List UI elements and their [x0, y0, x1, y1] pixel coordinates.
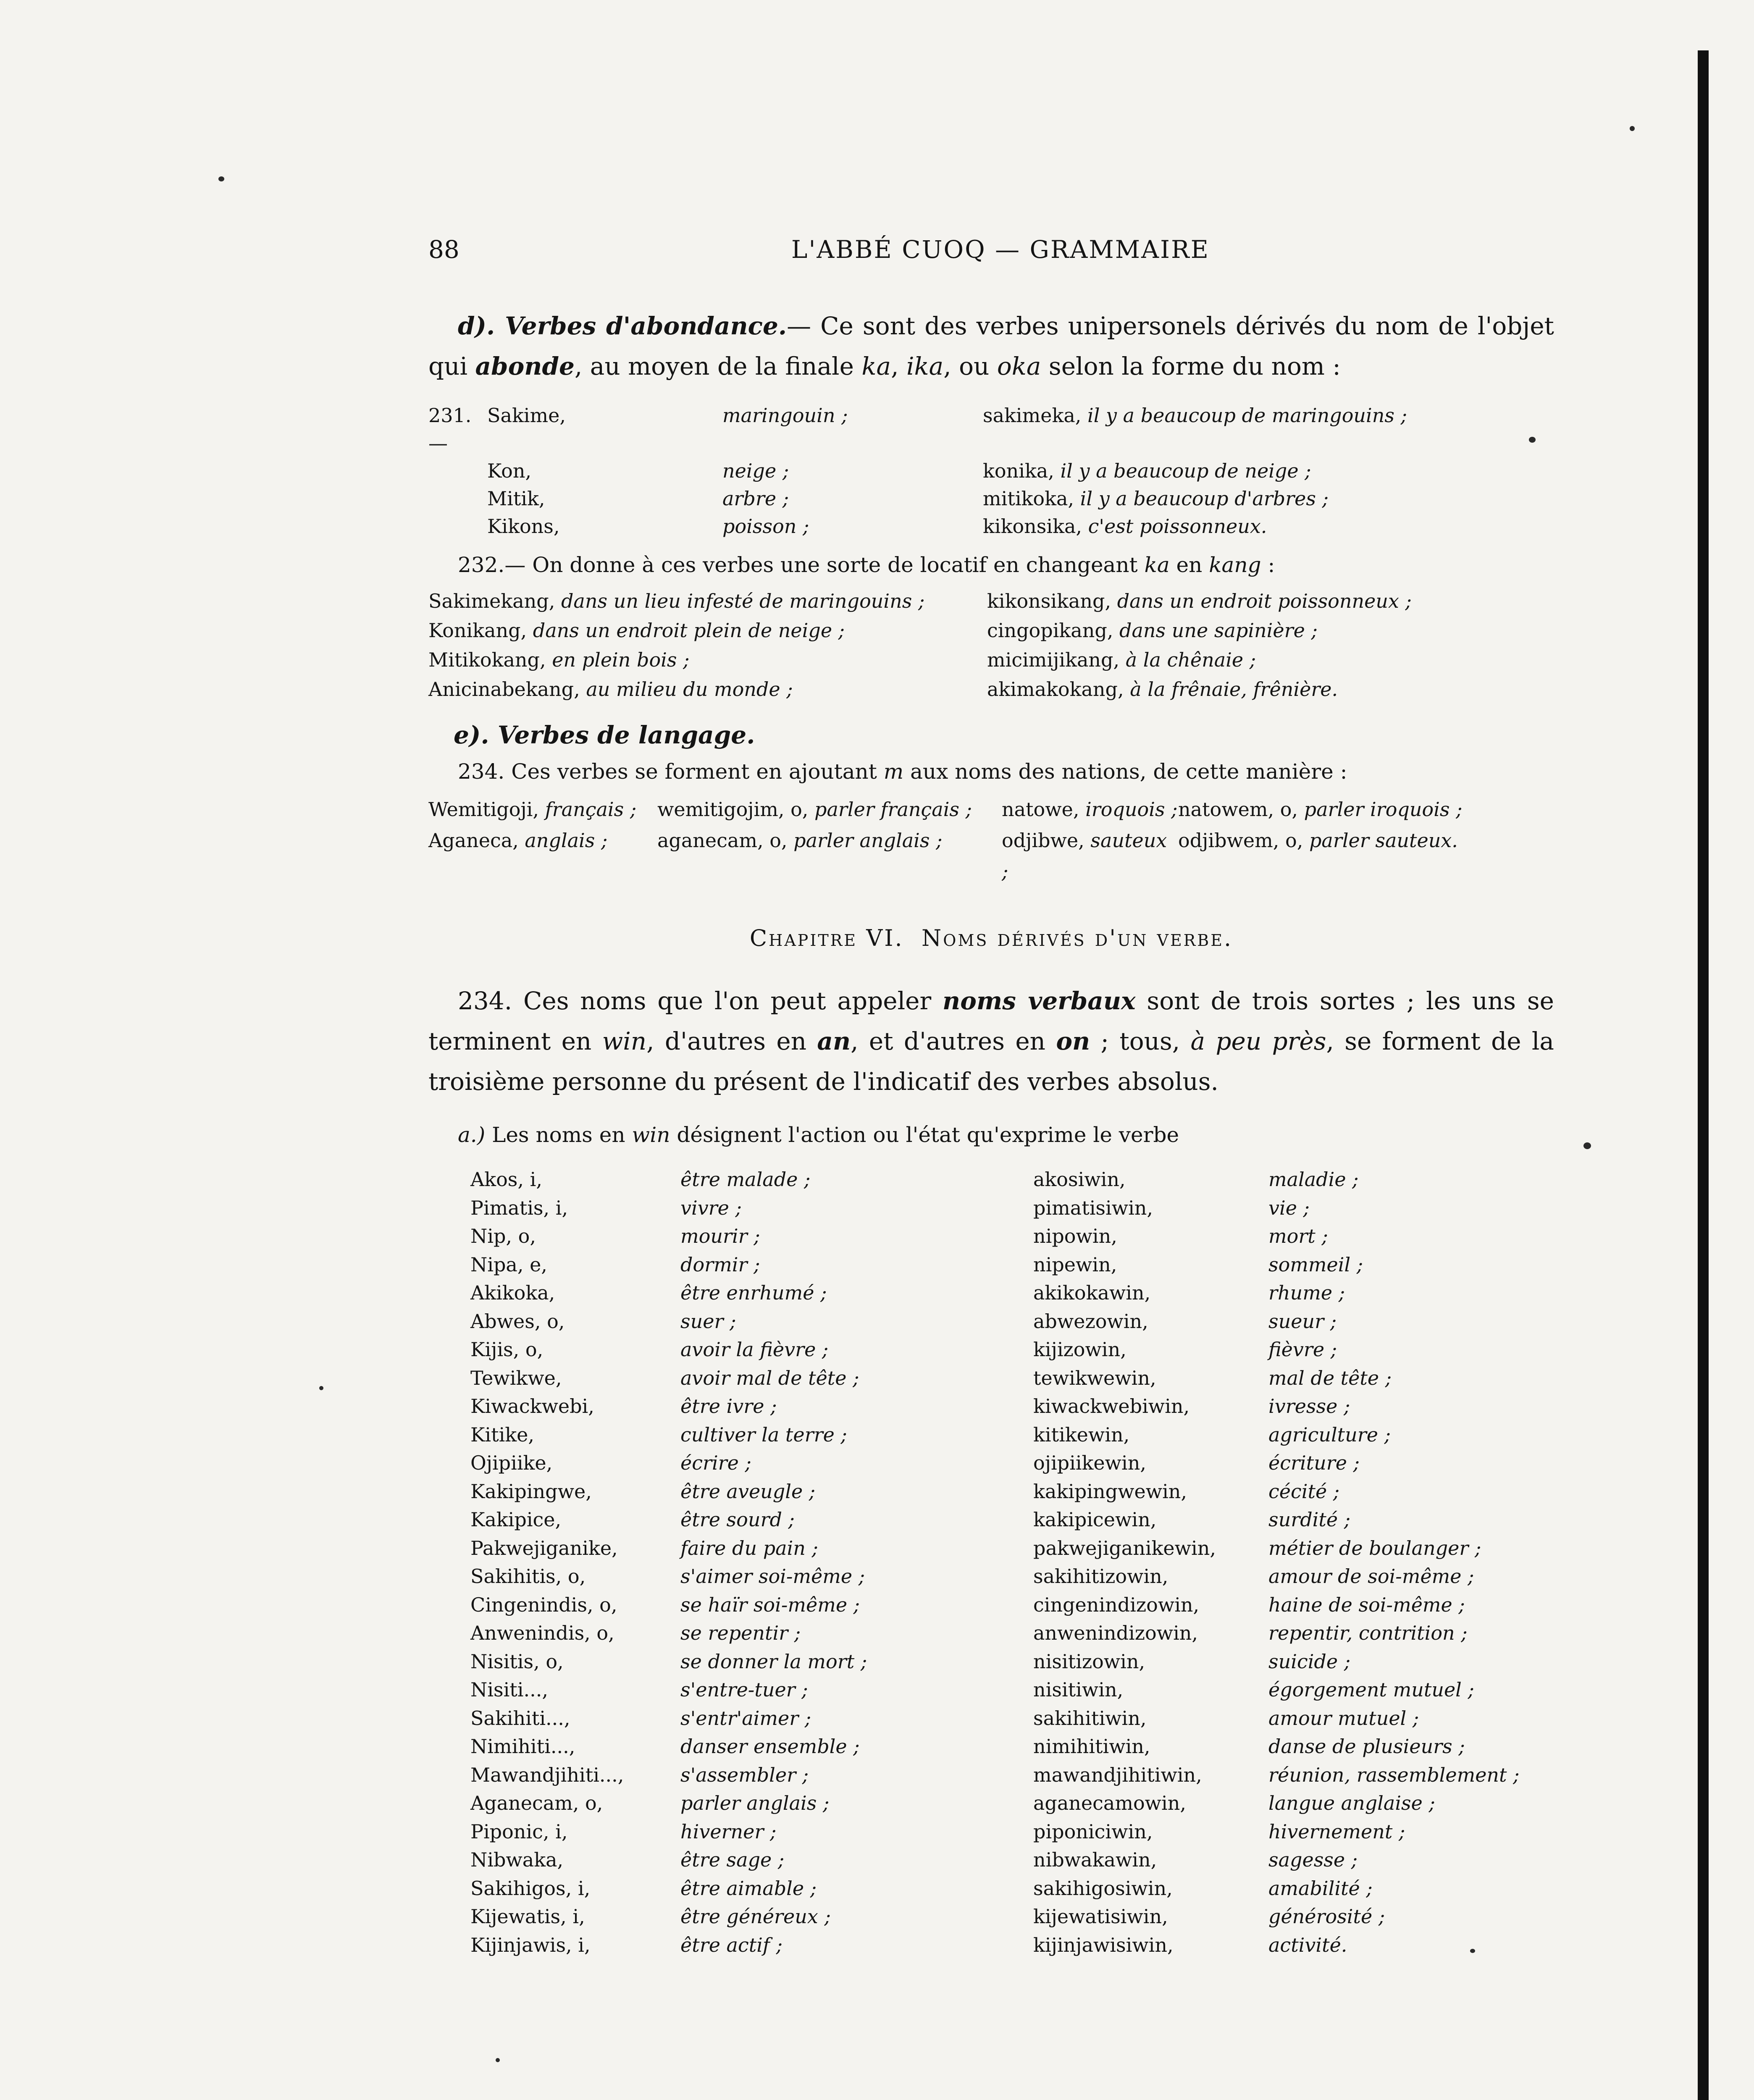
paragraph-234-noms-verbaux: 234. Ces noms que l'on peut appeler noms verbaux sont de trois sortes ; les uns se terminent en win, d'autres en an, et d'autres en on ; tous, à peu près, se forment de la troisième personne du présent de l'indicatif des verbes absolus. [428, 987, 1554, 1096]
table-cell-noun-gloss: amour de soi-même ; [1268, 1565, 1474, 1588]
table-cell-gloss: être enrhumé ; [680, 1281, 827, 1304]
scan-speck [1630, 126, 1635, 131]
table-row-spacer [428, 1222, 470, 1251]
table-row-spacer [428, 1392, 470, 1421]
table-cell-noun: kakipicewin, [1033, 1508, 1157, 1531]
table-cell-noun: sakihigosiwin, [1033, 1877, 1173, 1900]
table-cell-verb: Tewikwe, [470, 1366, 562, 1389]
table-cell-noun: mawandjihitiwin, [1033, 1763, 1202, 1786]
table-cell-gloss: s'aimer soi-même ; [680, 1565, 865, 1588]
table-cell-noun: kitikewin, [1033, 1423, 1130, 1446]
paragraph-232: 232.— On donne à ces verbes une sorte de locatif en changeant ka en kang : [458, 553, 1275, 577]
table-row-spacer [428, 1166, 470, 1194]
table-cell-noun: pakwejiganikewin, [1033, 1536, 1216, 1559]
table-cell-noun-gloss: fièvre ; [1268, 1338, 1337, 1361]
scan-border [1698, 50, 1709, 2100]
table-cell-gloss: s'assembler ; [680, 1763, 809, 1786]
table-cell-noun-gloss: amabilité ; [1268, 1877, 1373, 1900]
table-cell-verb: Kijis, o, [470, 1338, 544, 1361]
table-cell-verb: Kakipingwe, [470, 1480, 592, 1503]
table-cell-gloss: être aveugle ; [680, 1480, 816, 1503]
table-cell-verb: Pakwejiganike, [470, 1536, 618, 1559]
table-cell-verb: Ojipiike, [470, 1452, 553, 1474]
table-cell-verb: Kiwackwebi, [470, 1395, 594, 1418]
table-row-spacer [428, 1676, 470, 1704]
table-cell-verb: Pimatis, i, [470, 1196, 568, 1219]
table-cell-noun-gloss: écriture ; [1268, 1452, 1360, 1474]
table-cell-verb: Sakihigos, i, [470, 1877, 591, 1900]
table-cell-noun-gloss: métier de boulanger ; [1268, 1536, 1481, 1559]
win-nouns-table [428, 1166, 1554, 1959]
table-cell-verb: Nip, o, [470, 1225, 536, 1247]
table-cell-verb: Nimihiti..., [470, 1735, 575, 1758]
section-a-line: a.) Les noms en win désignent l'action ou l'état qu'exprime le verbe [458, 1123, 1179, 1147]
page-number: 88 [428, 235, 460, 264]
table-cell-noun: abwezowin, [1033, 1310, 1148, 1333]
table-row-spacer [428, 1307, 470, 1336]
table-cell-noun: kijewatisiwin, [1033, 1905, 1168, 1928]
section-d-paragraph: d). Verbes d'abondance.— Ce sont des verbes unipersonels dérivés du nom de l'objet qui abonde, au moyen de la finale ka, ika, ou oka selon la forme du nom : [428, 312, 1554, 381]
example-232-locatives: Sakimekang, dans un lieu infesté de maringouins ; kikonsikang, dans un endroit poissonneux ; Konikang, dans un endroit plein de neige ; cingopikang, dans une sapinière ; Mitikokang, en plein bois ; micimijikang, à la chênaie ; Anicinabekang, au milieu du monde ; akimakokang, à la frênaie, frênière. [428, 590, 1412, 701]
table-row-spacer [428, 1506, 470, 1534]
table-cell-noun-gloss: langue anglaise ; [1268, 1792, 1435, 1814]
table-cell-noun-gloss: réunion, rassemblement ; [1268, 1763, 1520, 1786]
table-cell-noun-gloss: mal de tête ; [1268, 1366, 1392, 1389]
table-cell-noun-gloss: hivernement ; [1268, 1820, 1405, 1843]
table-cell-noun-gloss: cécité ; [1268, 1480, 1340, 1503]
table-cell-noun-gloss: sommeil ; [1268, 1253, 1363, 1276]
table-cell-verb: Piponic, i, [470, 1820, 568, 1843]
table-cell-verb: Sakihitis, o, [470, 1565, 586, 1588]
table-cell-verb: Kitike, [470, 1423, 534, 1446]
table-cell-noun: nipewin, [1033, 1253, 1117, 1276]
table-cell-gloss: être aimable ; [680, 1877, 817, 1900]
chapter-heading: Chapitre VI. Noms dérivés d'un verbe. [749, 925, 1233, 951]
table-cell-gloss: danser ensemble ; [680, 1735, 860, 1758]
table-cell-noun: tewikwewin, [1033, 1366, 1156, 1389]
table-row-spacer [428, 1874, 470, 1903]
table-cell-noun-gloss: danse de plusieurs ; [1268, 1735, 1465, 1758]
table-row-spacer [428, 1364, 470, 1393]
table-cell-noun: kakipingwewin, [1033, 1480, 1187, 1503]
table-row-spacer [428, 1534, 470, 1563]
table-cell-verb: Anwenindis, o, [470, 1622, 614, 1644]
table-cell-noun-gloss: haine de soi-même ; [1268, 1593, 1465, 1616]
table-row-spacer [428, 1591, 470, 1620]
table-cell-verb: Sakihiti..., [470, 1706, 570, 1730]
table-row-spacer [428, 1562, 470, 1591]
table-cell-gloss: s'entre-tuer ; [680, 1678, 808, 1701]
table-cell-noun: sakihitizowin, [1033, 1565, 1168, 1588]
table-cell-gloss: vivre ; [680, 1196, 742, 1219]
table-cell-noun-gloss: vie ; [1268, 1196, 1310, 1219]
table-row-spacer [428, 1194, 470, 1223]
table-cell-noun-gloss: sagesse ; [1268, 1848, 1358, 1871]
document-page [428, 235, 1554, 1959]
table-cell-verb: Nisitis, o, [470, 1650, 564, 1673]
table-cell-noun-gloss: activité. [1268, 1933, 1347, 1956]
table-cell-noun: kijinjawisiwin, [1033, 1933, 1174, 1956]
table-cell-noun: akosiwin, [1033, 1168, 1126, 1191]
table-row-spacer [428, 1931, 470, 1960]
table-row-spacer [428, 1279, 470, 1307]
table-cell-noun: aganecamowin, [1033, 1792, 1186, 1814]
table-row-spacer [428, 1903, 470, 1931]
table-cell-gloss: se haïr soi-même ; [680, 1593, 860, 1616]
paragraph-234-langage: 234. Ces verbes se forment en ajoutant m aux noms des nations, de cette manière : [458, 759, 1347, 784]
table-cell-gloss: écrire ; [680, 1452, 752, 1474]
table-cell-gloss: se repentir ; [680, 1622, 801, 1644]
table-cell-gloss: hiverner ; [680, 1820, 777, 1843]
table-cell-noun-gloss: repentir, contrition ; [1268, 1622, 1468, 1644]
table-cell-noun: sakihitiwin, [1033, 1706, 1147, 1730]
table-row-spacer [428, 1789, 470, 1818]
running-header [428, 235, 1554, 264]
table-cell-gloss: parler anglais ; [680, 1792, 830, 1814]
table-cell-verb: Akikoka, [470, 1281, 555, 1304]
table-cell-noun-gloss: surdité ; [1268, 1508, 1351, 1531]
table-cell-gloss: suer ; [680, 1310, 736, 1333]
table-row-spacer [428, 1336, 470, 1364]
table-row-spacer [428, 1251, 470, 1279]
table-cell-noun: piponiciwin, [1033, 1820, 1153, 1843]
table-cell-verb: Cingenindis, o, [470, 1593, 617, 1616]
table-cell-noun-gloss: amour mutuel ; [1268, 1706, 1419, 1730]
table-cell-noun: anwenindizowin, [1033, 1622, 1198, 1644]
table-row-spacer [428, 1818, 470, 1846]
table-cell-gloss: être généreux ; [680, 1905, 831, 1928]
table-cell-gloss: dormir ; [680, 1253, 760, 1276]
table-cell-noun: nimihitiwin, [1033, 1735, 1150, 1758]
table-cell-noun: nisitizowin, [1033, 1650, 1145, 1673]
table-cell-verb: Nipa, e, [470, 1253, 547, 1276]
table-cell-noun: cingenindizowin, [1033, 1593, 1200, 1616]
table-cell-noun: nipowin, [1033, 1225, 1117, 1247]
table-cell-noun: ojipiikewin, [1033, 1452, 1146, 1474]
table-cell-gloss: être malade ; [680, 1168, 811, 1191]
table-cell-noun-gloss: mort ; [1268, 1225, 1328, 1247]
table-cell-verb: Nisiti..., [470, 1678, 548, 1701]
table-row-spacer [428, 1704, 470, 1733]
table-cell-verb: Akos, i, [470, 1168, 542, 1191]
table-cell-noun-gloss: agriculture ; [1268, 1423, 1391, 1446]
table-cell-gloss: avoir la fièvre ; [680, 1338, 829, 1361]
table-cell-noun: nibwakawin, [1033, 1848, 1157, 1871]
table-cell-gloss: faire du pain ; [680, 1536, 819, 1559]
example-231: 231.— Sakime, maringouin ; sakimeka, il y a beaucoup de maringouins ; Kon, neige ; konika, il y a beaucoup de neige ; Mitik, arbre ; mitikoka, il y a beaucoup d'arbres ; Kikons, poisson ; kikonsika, c'est poissonneux. [428, 402, 1554, 540]
table-cell-noun-gloss: sueur ; [1268, 1310, 1337, 1333]
table-cell-gloss: cultiver la terre ; [680, 1423, 847, 1446]
table-row-spacer [428, 1648, 470, 1676]
table-cell-noun: pimatisiwin, [1033, 1196, 1153, 1219]
table-cell-noun-gloss: ivresse ; [1268, 1395, 1350, 1418]
table-cell-noun: akikokawin, [1033, 1281, 1151, 1304]
table-row-spacer [428, 1732, 470, 1761]
table-row-spacer [428, 1619, 470, 1648]
running-title: L'ABBÉ CUOQ — GRAMMAIRE [791, 235, 1210, 264]
table-cell-gloss: mourir ; [680, 1225, 760, 1247]
table-cell-verb: Kakipice, [470, 1508, 562, 1531]
scan-speck [496, 2058, 500, 2062]
table-cell-noun: nisitiwin, [1033, 1678, 1124, 1701]
scan-speck [319, 1386, 323, 1390]
table-cell-verb: Kijinjawis, i, [470, 1933, 591, 1956]
table-cell-gloss: être actif ; [680, 1933, 783, 1956]
table-cell-verb: Aganecam, o, [470, 1792, 603, 1814]
table-cell-noun-gloss: générosité ; [1268, 1905, 1385, 1928]
table-cell-noun: kijizowin, [1033, 1338, 1126, 1361]
scan-speck [218, 176, 224, 181]
table-cell-noun: kiwackwebiwin, [1033, 1395, 1190, 1418]
table-row-spacer [428, 1761, 470, 1790]
table-row-spacer [428, 1449, 470, 1478]
table-cell-gloss: s'entr'aimer ; [680, 1706, 811, 1730]
table-cell-noun-gloss: égorgement mutuel ; [1268, 1678, 1475, 1701]
table-cell-gloss: être sourd ; [680, 1508, 795, 1531]
table-row-spacer [428, 1478, 470, 1506]
table-cell-gloss: avoir mal de tête ; [680, 1366, 859, 1389]
table-cell-verb: Abwes, o, [470, 1310, 565, 1333]
example-234-nations: Wemitigoji, français ; wemitigojim, o, parler français ; natowe, iroquois ; natowem, o, parler iroquois ; Aganeca, anglais ; aganecam, o, parler anglais ; odjibwe, sauteux ; odjibwem, o, parler sauteux. [428, 798, 1463, 883]
table-cell-noun-gloss: maladie ; [1268, 1168, 1359, 1191]
table-cell-gloss: être sage ; [680, 1848, 785, 1871]
table-cell-noun-gloss: suicide ; [1268, 1650, 1351, 1673]
table-cell-noun-gloss: rhume ; [1268, 1281, 1345, 1304]
section-e-heading: e). Verbes de langage. [454, 721, 755, 749]
example-number: 231.— [428, 404, 472, 454]
table-cell-verb: Kijewatis, i, [470, 1905, 585, 1928]
table-cell-gloss: se donner la mort ; [680, 1650, 867, 1673]
table-row-spacer [428, 1846, 470, 1874]
table-cell-verb: Nibwaka, [470, 1848, 564, 1871]
table-cell-verb: Mawandjihiti..., [470, 1763, 624, 1786]
table-cell-gloss: être ivre ; [680, 1395, 777, 1418]
scan-speck [1583, 1142, 1591, 1149]
table-row-spacer [428, 1421, 470, 1449]
